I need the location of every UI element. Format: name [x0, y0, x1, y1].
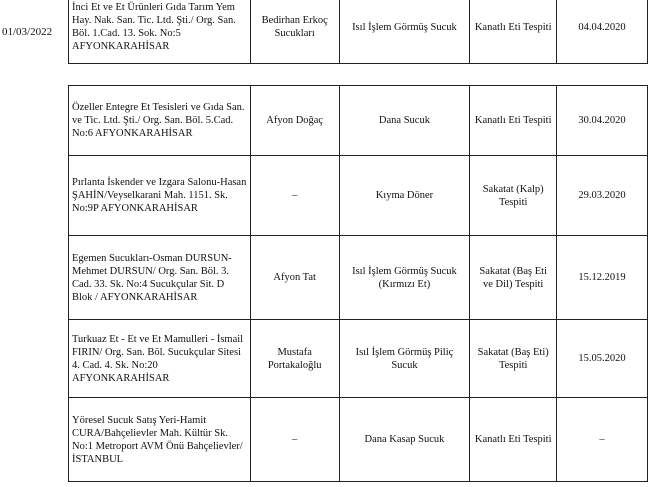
firm-cell: İnci Et ve Et Ürünleri Gıda Tarım Yem Hay. Nak. San. Tic. Ltd. Şti./ Org. San. Böl. 1.Cad. 13. Sok. No:5 AFYONKARAHİSAR [69, 0, 251, 64]
records-table [68, 85, 648, 482]
brand-cell: Bedirhan Erkoç Sucukları [250, 0, 339, 64]
table-row [69, 236, 648, 320]
brand-cell: Afyon Doğaç [250, 86, 339, 156]
table-row [69, 398, 648, 482]
finding-cell: Kanatlı Eti Tespiti [470, 398, 557, 482]
firm-cell: Özeller Entegre Et Tesisleri ve Gıda San. ve Tic. Ltd. Şti./ Org. San. Böl. 5.Cad. No:6 AFYONKARAHİSAR [69, 86, 251, 156]
brand-cell: – [250, 156, 339, 236]
table-row [69, 0, 648, 64]
finding-cell: Sakatat (Baş Eti) Tespiti [470, 320, 557, 398]
product-cell: Isıl İşlem Görmüş Piliç Sucuk [339, 320, 470, 398]
firm-cell: Yöresel Sucuk Satış Yeri-Hamit CURA/Bahçelievler Mah. Kültür Sk. No:1 Metroport AVM Önü Bahçelievler/İSTANBUL [69, 398, 251, 482]
product-cell: Dana Sucuk [339, 86, 470, 156]
date-cell: 15.05.2020 [557, 320, 648, 398]
date-label: 01/03/2022 [2, 26, 53, 38]
product-cell: Isıl İşlem Görmüş Sucuk [339, 0, 470, 64]
date-cell: – [557, 398, 648, 482]
product-cell: Isıl İşlem Görmüş Sucuk (Kırmızı Et) [339, 236, 470, 320]
finding-cell: Kanatlı Eti Tespiti [470, 0, 557, 64]
table-row [69, 156, 648, 236]
product-cell: Kıyma Döner [339, 156, 470, 236]
date-cell: 29.03.2020 [557, 156, 648, 236]
date-cell: 04.04.2020 [557, 0, 648, 64]
top-record-table [68, 0, 648, 64]
finding-cell: Kanatlı Eti Tespiti [470, 86, 557, 156]
brand-cell: Afyon Tat [250, 236, 339, 320]
firm-cell: Pırlanta İskender ve Izgara Salonu-Hasan ŞAHİN/Veyselkarani Mah. 1151. Sk. No:9P AFYONKARAHİSAR [69, 156, 251, 236]
firm-cell: Turkuaz Et - Et ve Et Mamulleri - İsmail FIRIN/ Org. San. Böl. Sucukçular Sitesi 4. Cad. 4. Sk. No:20 AFYONKARAHİSAR [69, 320, 251, 398]
date-cell: 15.12.2019 [557, 236, 648, 320]
brand-cell: Mustafa Portakaloğlu [250, 320, 339, 398]
finding-cell: Sakatat (Baş Eti ve Dil) Tespiti [470, 236, 557, 320]
date-cell: 30.04.2020 [557, 86, 648, 156]
product-cell: Dana Kasap Sucuk [339, 398, 470, 482]
firm-cell: Egemen Sucukları-Osman DURSUN-Mehmet DURSUN/ Org. San. Böl. 3. Cad. 33. Sk. No:4 Sucukçular Sit. D Blok / AFYONKARAHİSAR [69, 236, 251, 320]
table-row [69, 320, 648, 398]
brand-cell: – [250, 398, 339, 482]
finding-cell: Sakatat (Kalp) Tespiti [470, 156, 557, 236]
table-row [69, 86, 648, 156]
